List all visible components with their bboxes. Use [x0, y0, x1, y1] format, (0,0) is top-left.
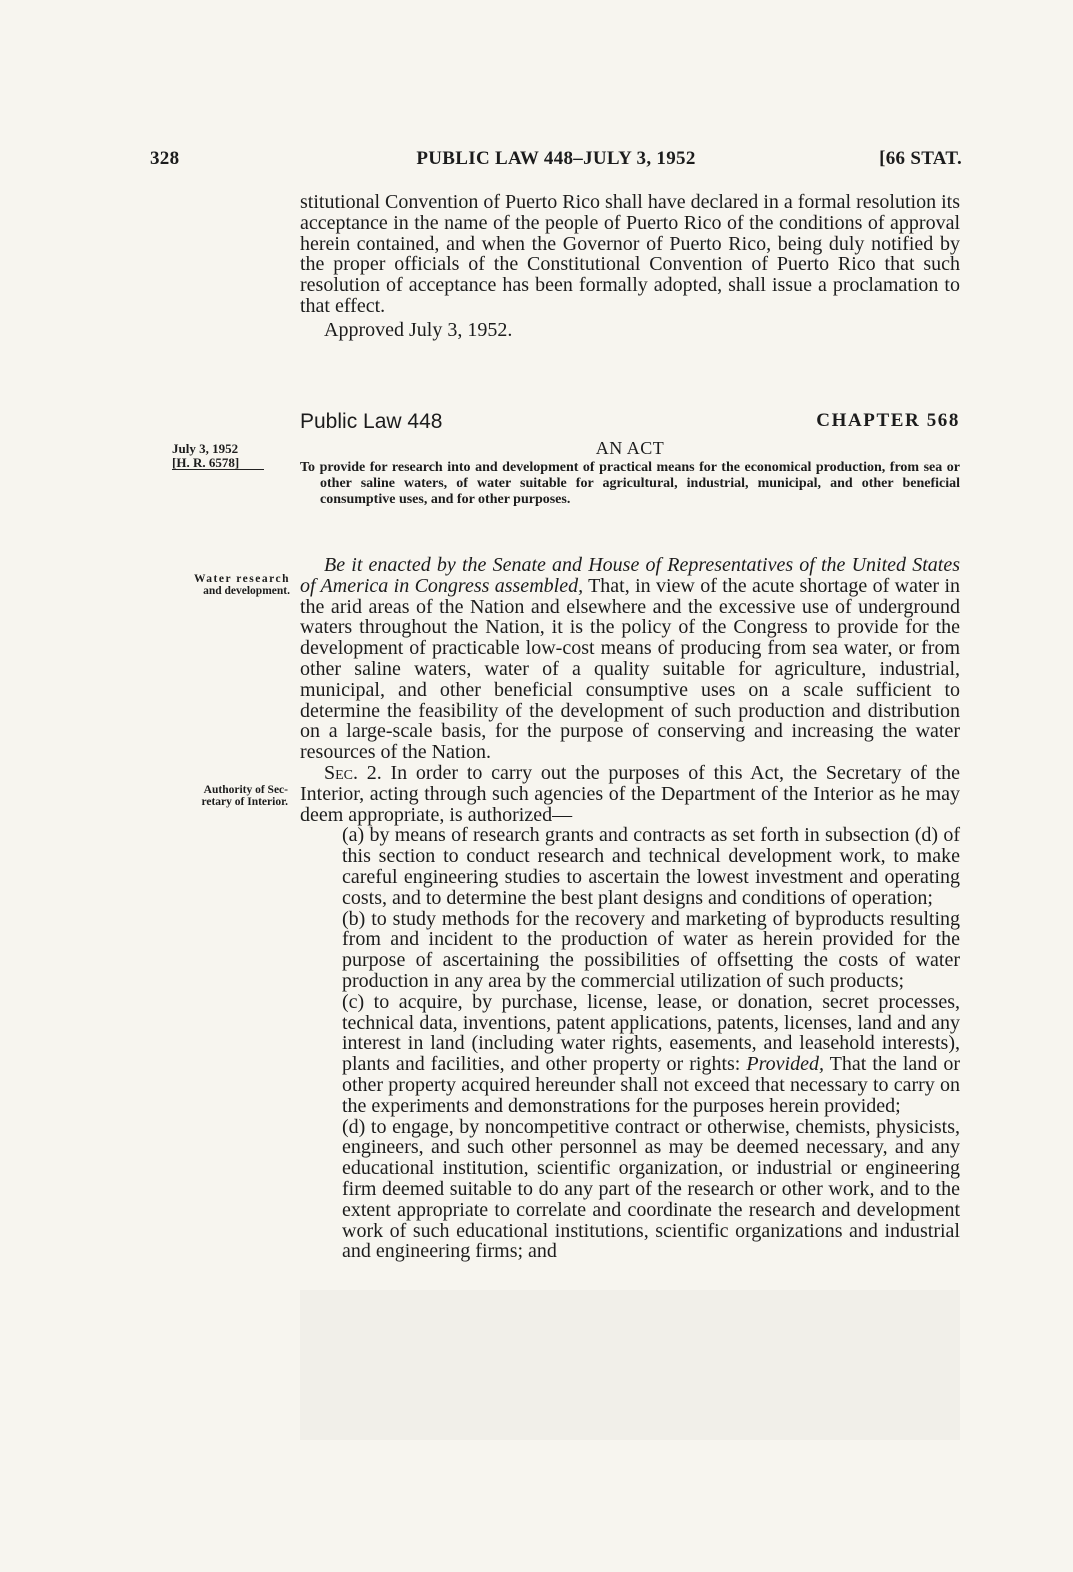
running-title: PUBLIC LAW 448–JULY 3, 1952	[416, 148, 696, 169]
an-act-label: AN ACT	[595, 438, 665, 458]
purpose-text: To provide for research into and development of practical means for the economical production, from sea or other saline waters, of water suitable for agricultural, industrial, municipal, and other beneficial consumptive uses, and for other purposes.	[300, 460, 960, 507]
item-a-text: (a) by means of research grants and contracts as set forth in subsection (d) of this section to conduct research and technical development work, to make careful engineering studies to ascertain the lowest investment and operating costs, and to determine the best plant designs and conditions of operation;	[342, 824, 960, 909]
act-purpose	[300, 460, 960, 508]
item-a	[300, 825, 960, 908]
item-b	[300, 909, 960, 992]
enacting-clause: Be it enacted by the Senate and House of Representatives of the United States of America in Congress assembled,	[300, 554, 960, 597]
approved-line: Approved July 3, 1952.	[324, 318, 513, 341]
item-c	[300, 992, 960, 1117]
margin-date: July 3, 1952	[172, 441, 239, 456]
volume-reference: [66 STAT.	[879, 148, 962, 169]
section-1	[300, 555, 960, 763]
margin-note-water-research	[140, 573, 290, 597]
section-2	[300, 763, 960, 825]
item-c-proviso: Provided,	[746, 1053, 824, 1076]
public-law-title: Public Law 448	[300, 410, 443, 433]
margin-note-authority-line2: retary of Interior.	[201, 796, 288, 808]
item-b-text: (b) to study methods for the recovery and marketing of byproducts resulting from and incident to the production of water as herein provided for the purpose of ascertaining the possibilities of offsetting the costs of water production in any area by the commercial utilization of such products;	[342, 907, 960, 992]
margin-date-note	[172, 442, 267, 470]
section-2-text: In order to carry out the purposes of this Act, the Secretary of the Interior, acting through such agencies of the Department of the Interior as he may deem appropriate, is authorized—	[300, 761, 960, 826]
item-c-text-post: That the land or other property acquired hereunder shall not exceed that necessary to carry on the experiments and demonstrations for the purposes herein provided;	[342, 1053, 960, 1117]
item-d	[300, 1117, 960, 1263]
chapter-label: CHAPTER 568	[816, 410, 960, 431]
margin-note-authority-line1: Authority of Sec-	[203, 784, 288, 796]
margin-note-water-line1: Water research	[193, 573, 290, 585]
carryover-paragraph: stitutional Convention of Puerto Rico shall have declared in a formal resolution its acceptance in the name of the people of Puerto Rico of the conditions of approval herein contained, and when the Governor of Puerto Rico, being duly notified by the proper officials of the Constitutional Convention of Puerto Rico that such resolution of acceptance has been formally adopted, shall issue a proclamation to that effect.	[300, 191, 960, 317]
running-head	[150, 148, 962, 176]
item-c-text-pre: (c) to acquire, by purchase, license, lease, or donation, secret processes, technical data, inventions, patent applications, patents, licenses, land and any interest in land (including water rights, easements, and leasehold interests), plants and facilities, and other property or rights:	[342, 990, 960, 1076]
margin-note-authority	[140, 784, 288, 808]
section-1-text: That, in view of the acute shortage of water in the arid areas of the Nation and elsewhere and the excessive use of underground waters throughout the Nation, it is the policy of the Congress to provide for the development of practicable low-cost means of producing from sea water, or from other saline waters, water of a quality suitable for agriculture, industrial, municipal, and other beneficial consumptive uses on a scale sufficient to determine the feasibility of the development of such production and distribution on a large-scale basis, for the purpose of conserving and increasing the water resources of the Nation.	[300, 574, 961, 764]
bleed-through-shading	[300, 1290, 960, 1440]
page-number: 328	[150, 148, 180, 169]
margin-note-water-line2: and development.	[203, 585, 290, 597]
margin-bill-number: [H. R. 6578]	[172, 456, 264, 470]
law-heading	[300, 410, 960, 436]
act-body	[300, 555, 960, 1262]
carryover-block	[300, 192, 960, 341]
section-2-label: Sec. 2.	[324, 761, 382, 784]
item-d-text: (d) to engage, by noncompetitive contract or otherwise, chemists, physicists, engineers, and such other personnel as may be deemed necessary, and any educational institution, scientific organization, or industrial or engineering firm deemed suitable to do any part of the research or other work, and to the extent appropriate to correlate and coordinate the research and development work of such educational institutions, scientific organizations and industrial and engineering firms; and	[342, 1115, 960, 1263]
